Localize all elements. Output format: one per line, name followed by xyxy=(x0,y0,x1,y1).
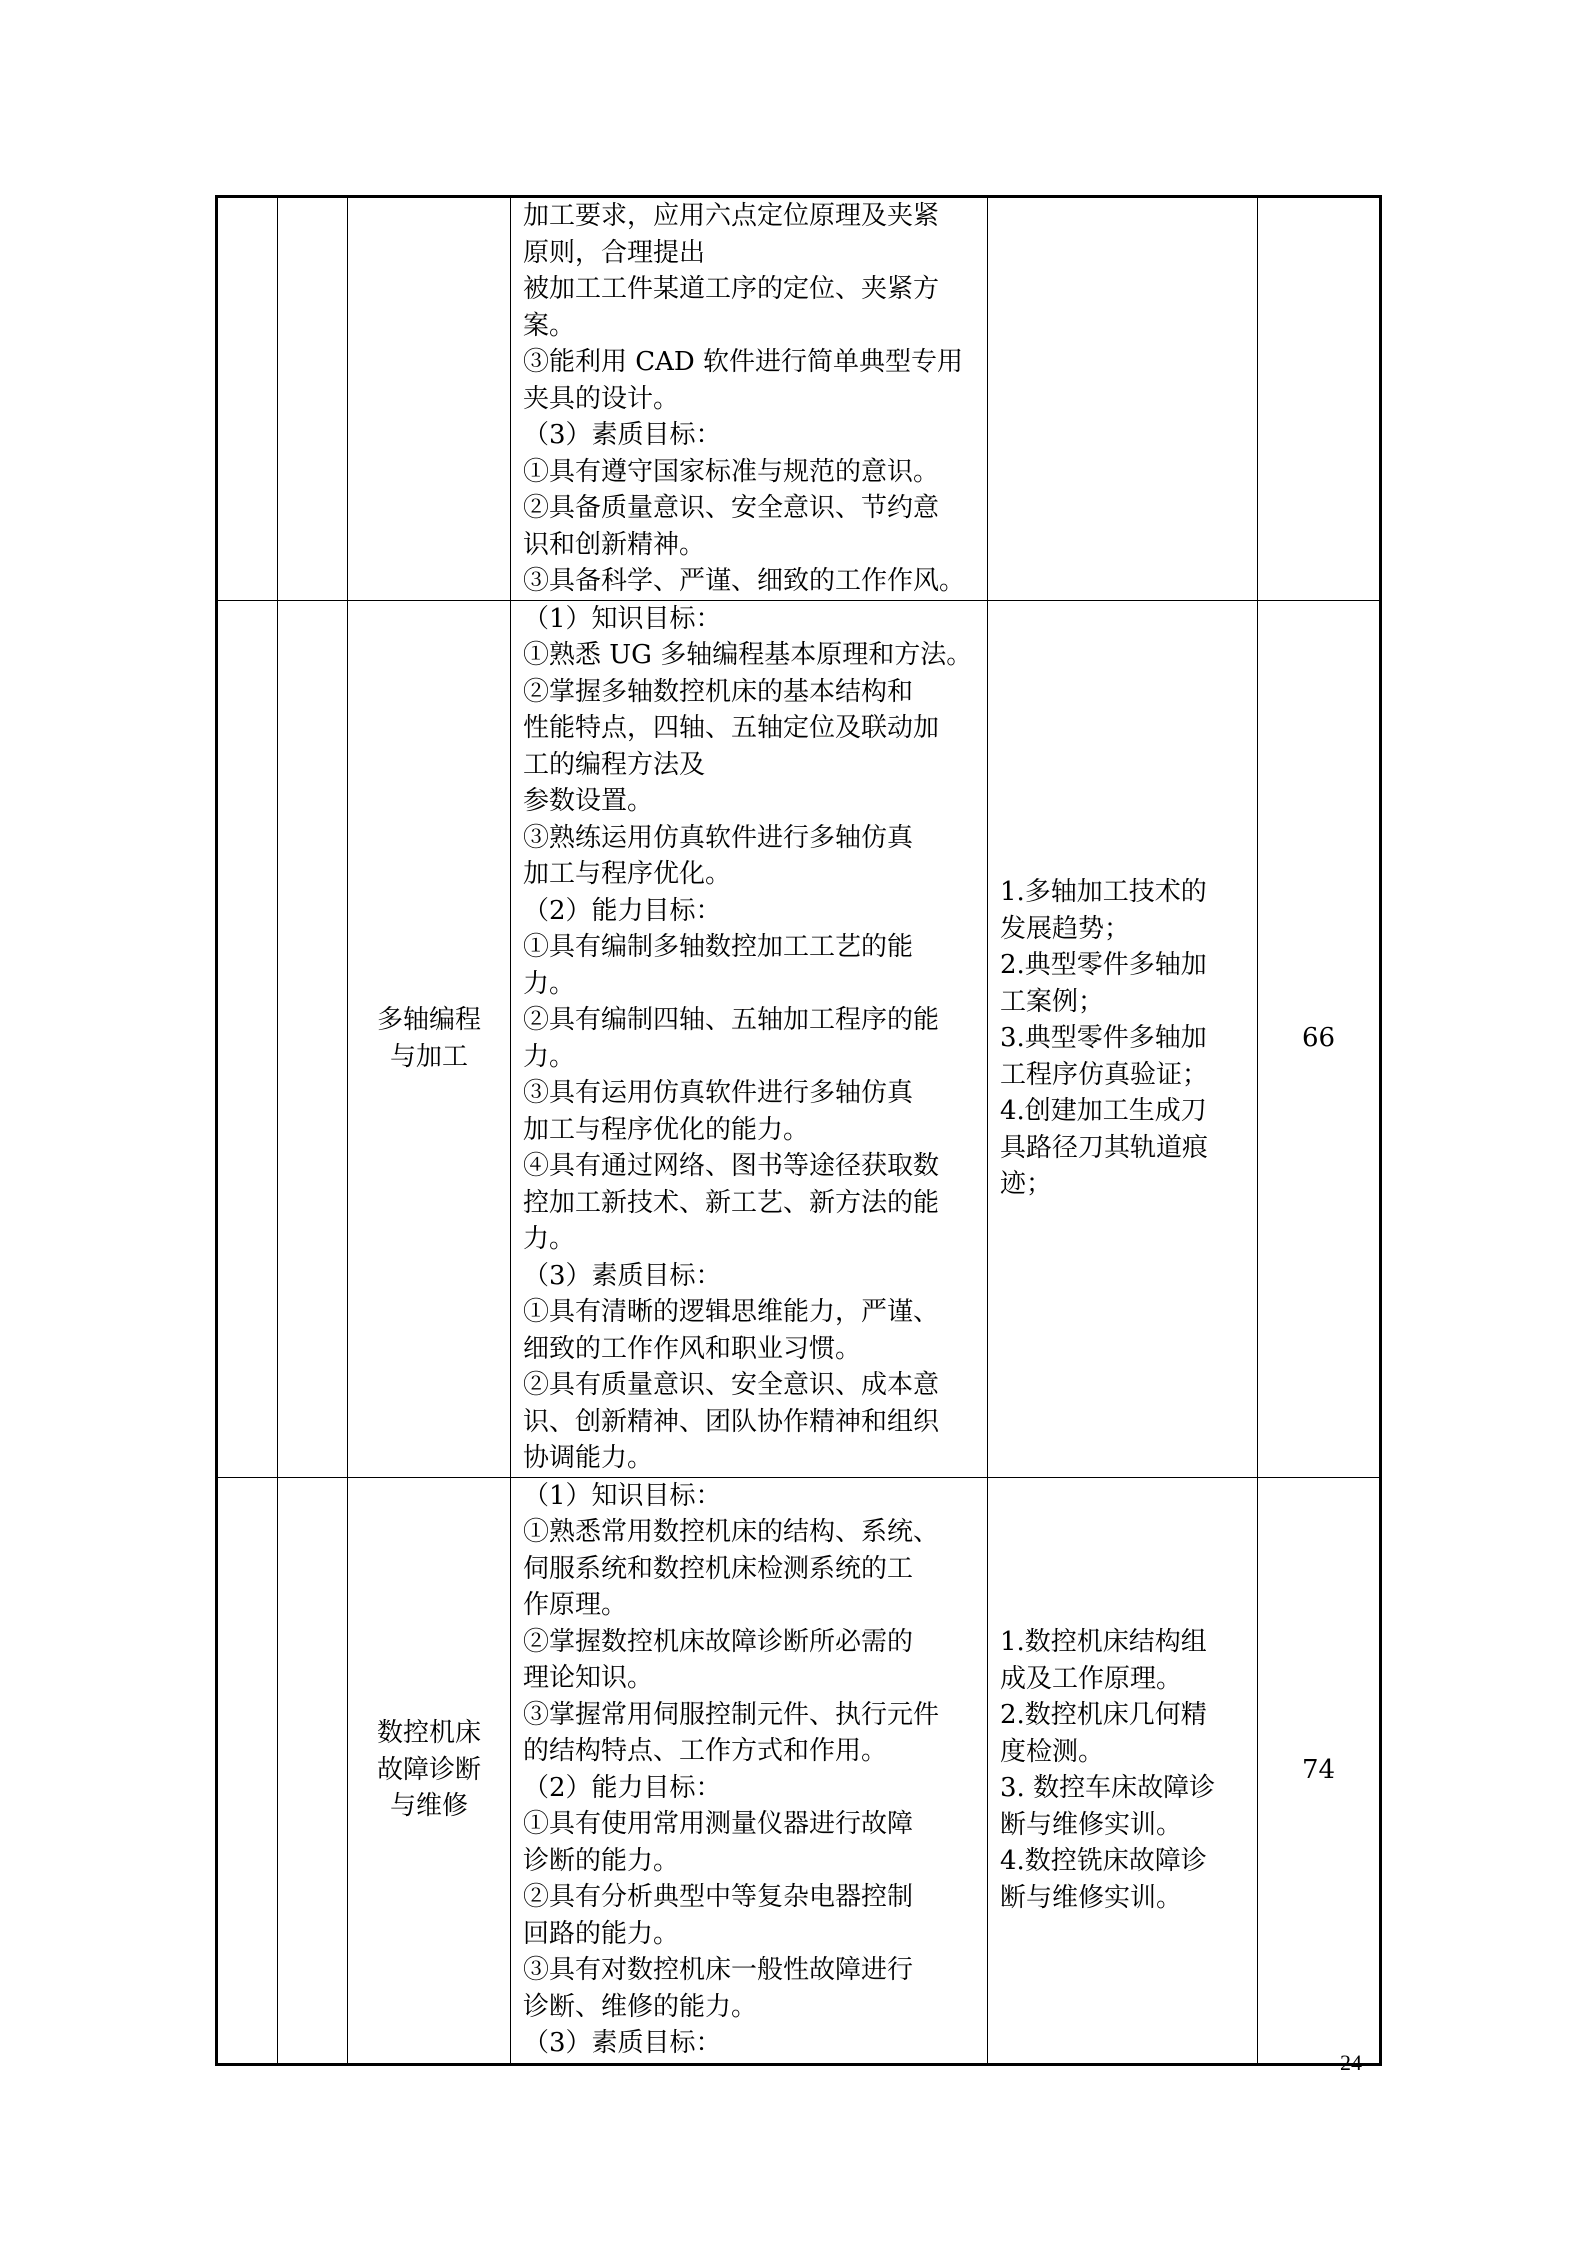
table-row xyxy=(217,600,1381,1477)
goal-line: ②具有质量意识、安全意识、成本意 xyxy=(523,1370,940,1400)
course-content-cell xyxy=(988,197,1258,601)
content-line: 2.典型零件多轴加 xyxy=(1000,950,1207,981)
goal-line: 力。 xyxy=(523,1041,576,1072)
goal-line: 原则，合理提出 xyxy=(523,237,706,268)
empty-cell xyxy=(278,1477,348,2064)
goal-line: ②具有编制四轴、五轴加工程序的能 xyxy=(523,1005,940,1035)
goal-line: 力。 xyxy=(523,1224,576,1254)
table-row xyxy=(217,197,1381,601)
goal-line: ④具有通过网络、图书等途径获取数 xyxy=(523,1151,940,1181)
goal-line: 诊断、维修的能力。 xyxy=(523,1991,758,2022)
goal-line: 细致的工作作风和职业习惯。 xyxy=(523,1333,862,1364)
goal-line: 性能特点，四轴、五轴定位及联动加 xyxy=(523,713,940,743)
goal-line: 工的编程方法及 xyxy=(523,749,706,780)
goal-line: 案。 xyxy=(523,310,576,341)
goal-line: ③掌握常用伺服控制元件、执行元件 xyxy=(523,1699,940,1730)
goal-line: 识和创新精神。 xyxy=(523,529,706,560)
goal-line: （3）素质目标： xyxy=(523,2028,722,2058)
course-hours-cell: 74 xyxy=(1258,1477,1381,2064)
goal-line: 的结构特点、工作方式和作用。 xyxy=(523,1736,888,1766)
goal-line: ③能利用 CAD 软件进行简单典型专用 xyxy=(523,347,964,377)
content-line: 断与维修实训。 xyxy=(1000,1809,1183,1840)
content-line: 4.创建加工生成刀 xyxy=(1000,1096,1207,1127)
goal-line: ②掌握多轴数控机床的基本结构和 xyxy=(523,676,914,707)
page-number: 24 xyxy=(1340,2050,1362,2075)
goal-line: ③具有对数控机床一般性故障进行 xyxy=(523,1955,914,1985)
course-goals-cell xyxy=(511,197,988,601)
goal-line: 加工要求，应用六点定位原理及夹紧 xyxy=(523,201,940,231)
course-goals-cell xyxy=(511,1477,988,2064)
content-line: 4.数控铣床故障诊 xyxy=(1000,1846,1207,1876)
goal-line: ①具有遵守国家标准与规范的意识。 xyxy=(523,456,940,487)
goal-line: ③熟练运用仿真软件进行多轴仿真 xyxy=(523,822,914,853)
goal-line: （2）能力目标： xyxy=(523,895,722,926)
goal-line: 控加工新技术、新工艺、新方法的能 xyxy=(523,1187,940,1218)
goal-line: ②具备质量意识、安全意识、节约意 xyxy=(523,493,940,523)
content-line: 1.多轴加工技术的 xyxy=(1000,877,1207,908)
goal-line: ①熟悉 UG 多轴编程基本原理和方法。 xyxy=(523,640,973,670)
goal-line: 回路的能力。 xyxy=(523,1918,680,1949)
goal-line: （3）素质目标： xyxy=(523,420,722,450)
goal-line: 作原理。 xyxy=(523,1590,628,1620)
goal-line: 力。 xyxy=(523,968,576,999)
course-hours-cell xyxy=(1258,197,1381,601)
goal-line: 协调能力。 xyxy=(523,1443,654,1473)
content-line: 1.数控机床结构组 xyxy=(1000,1627,1207,1657)
empty-cell xyxy=(278,197,348,601)
goal-line: ①具有编制多轴数控加工工艺的能 xyxy=(523,932,914,962)
course-name-line: 与加工 xyxy=(389,1041,468,1072)
content-line: 工案例； xyxy=(1000,986,1105,1017)
goal-line: （1）知识目标： xyxy=(523,1480,722,1511)
course-content-cell xyxy=(988,600,1258,1477)
course-name-line: 与维修 xyxy=(389,1791,468,1822)
content-line: 3.典型零件多轴加 xyxy=(1000,1023,1207,1054)
content-line: 成及工作原理。 xyxy=(1000,1663,1183,1694)
table-row xyxy=(217,1477,1381,2064)
goal-line: （3）素质目标： xyxy=(523,1260,722,1291)
goal-line: ①熟悉常用数控机床的结构、系统、 xyxy=(523,1517,940,1547)
content-line: 2.数控机床几何精 xyxy=(1000,1700,1207,1730)
goal-line: （2）能力目标： xyxy=(523,1772,722,1803)
goal-line: 加工与程序优化的能力。 xyxy=(523,1114,810,1145)
goal-line: ②具有分析典型中等复杂电器控制 xyxy=(523,1882,914,1912)
course-name-cell xyxy=(348,600,511,1477)
goal-line: ①具有清晰的逻辑思维能力，严谨、 xyxy=(523,1297,940,1327)
content-line: 断与维修实训。 xyxy=(1000,1882,1183,1913)
content-line: 发展趋势； xyxy=(1000,913,1131,944)
content-line: 3. 数控车床故障诊 xyxy=(1000,1773,1216,1803)
content-line: 具路径刀其轨道痕 xyxy=(1000,1132,1209,1163)
course-name-cell xyxy=(348,197,511,601)
course-name-line: 故障诊断 xyxy=(376,1754,481,1785)
goal-line: 理论知识。 xyxy=(523,1663,654,1693)
empty-cell xyxy=(217,197,278,601)
empty-cell xyxy=(278,600,348,1477)
course-name-line: 多轴编程 xyxy=(376,1005,481,1035)
course-name-cell xyxy=(348,1477,511,2064)
goal-line: 被加工工件某道工序的定位、夹紧方 xyxy=(523,274,940,304)
empty-cell xyxy=(217,1477,278,2064)
goal-line: 夹具的设计。 xyxy=(523,383,680,414)
goal-line: ③具有运用仿真软件进行多轴仿真 xyxy=(523,1078,914,1108)
goal-line: ②掌握数控机床故障诊断所必需的 xyxy=(523,1626,914,1657)
content-line: 迹； xyxy=(1000,1169,1053,1200)
goal-line: 参数设置。 xyxy=(523,786,654,816)
goal-line: ①具有使用常用测量仪器进行故障 xyxy=(523,1809,914,1839)
goal-line: ③具备科学、严谨、细致的工作作风。 xyxy=(523,566,966,596)
goal-line: 伺服系统和数控机床检测系统的工 xyxy=(523,1553,914,1584)
course-hours-cell: 66 xyxy=(1258,600,1381,1477)
course-content-cell xyxy=(988,1477,1258,2064)
goal-line: 加工与程序优化。 xyxy=(523,859,732,889)
goal-line: （1）知识目标： xyxy=(523,603,722,634)
goal-line: 识、创新精神、团队协作精神和组织 xyxy=(523,1406,940,1437)
content-line: 度检测。 xyxy=(1000,1736,1105,1767)
content-line: 工程序仿真验证； xyxy=(1000,1059,1209,1090)
goal-line: 诊断的能力。 xyxy=(523,1845,680,1876)
empty-cell xyxy=(217,600,278,1477)
course-name-line: 数控机床 xyxy=(376,1718,481,1749)
course-goals-cell xyxy=(511,600,988,1477)
curriculum-table xyxy=(215,195,1382,2066)
